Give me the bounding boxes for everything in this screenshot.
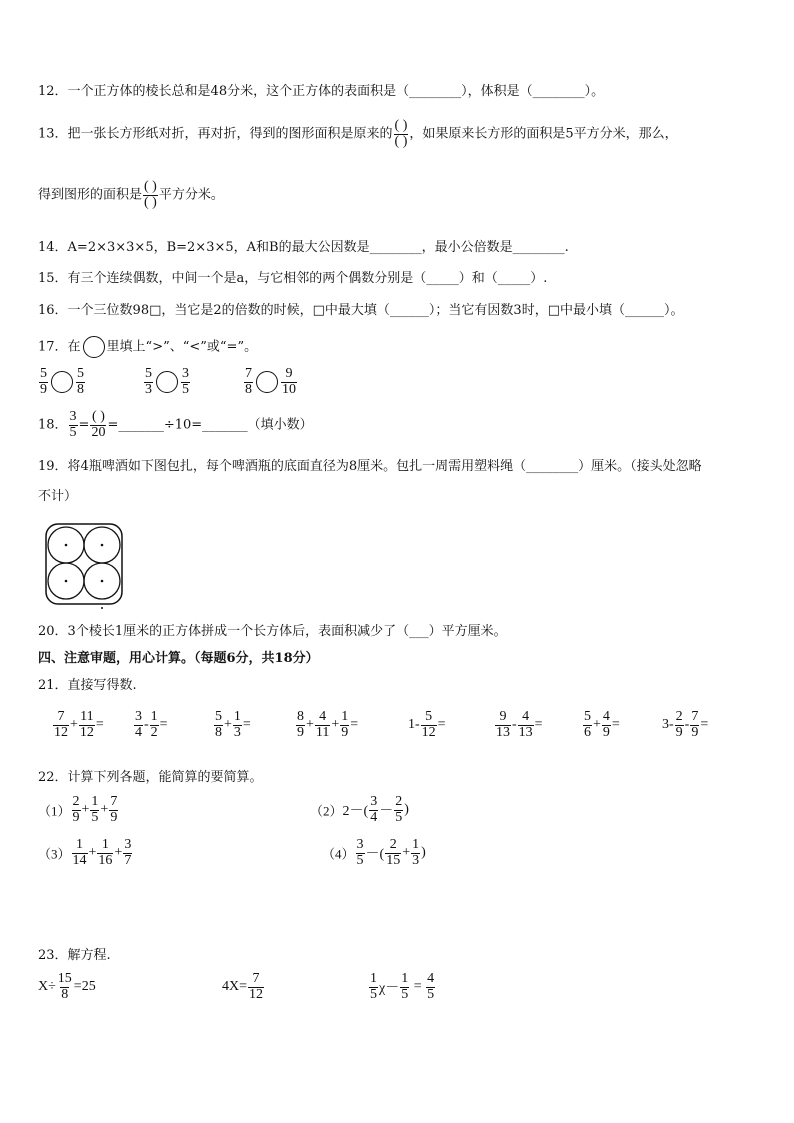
- q23-title: 23．解方程.: [38, 948, 111, 963]
- calc-item: [322, 838, 426, 868]
- operator: =: [159, 717, 168, 733]
- q13-line2: 得到图形的面积是 ( ) ( ) 平方分米。: [38, 179, 224, 210]
- calc-item: [38, 838, 133, 868]
- mental-calc-item: [52, 710, 104, 740]
- calc-item: [38, 795, 119, 825]
- center-dot: [65, 544, 68, 547]
- equation-item: [368, 972, 436, 1002]
- operator: =: [410, 979, 426, 995]
- fraction: $\frac{5}{12}$: [421, 709, 436, 740]
- fraction: $\frac{9}{13}$: [496, 709, 510, 740]
- circle-blank-icon: [83, 336, 105, 358]
- fraction: $\frac{2}{15}$: [386, 837, 401, 868]
- equation-item: [38, 972, 96, 1002]
- fraction: $\frac{5}{8}$: [215, 709, 222, 740]
- fraction: $\frac{1}{2}$: [150, 709, 158, 740]
- fraction: $\frac{1}{5}$: [370, 971, 377, 1002]
- item-label: （1）: [38, 803, 71, 819]
- fraction: $\frac{3}{4}$: [135, 709, 142, 740]
- q17-instruction: 17．在 里填上“>”、“<”或“=”。: [38, 336, 257, 358]
- operator: ): [404, 802, 409, 818]
- operator: X÷: [38, 979, 56, 995]
- item-label: （3）: [38, 846, 71, 862]
- operator: +: [331, 717, 340, 733]
- operator: +: [70, 717, 78, 733]
- mental-calc-item: [133, 710, 168, 740]
- comparison-item: [38, 367, 86, 397]
- operator: +: [88, 845, 97, 861]
- operator: =: [700, 717, 709, 733]
- operator: -: [684, 717, 690, 733]
- operator: -: [512, 717, 517, 733]
- operator: +: [593, 717, 601, 733]
- equation-item: [222, 972, 265, 1002]
- fraction-blank: ( ) ( ): [394, 118, 408, 149]
- center-dot: [101, 580, 104, 583]
- fraction: $\frac{11}{12}$: [79, 709, 94, 740]
- mental-calc-item: [494, 710, 543, 740]
- mental-calc-item: [408, 710, 446, 740]
- mental-calc-item: [582, 710, 620, 740]
- fraction: $\frac{15}{8}$: [57, 971, 72, 1002]
- center-dot: [65, 580, 68, 583]
- fraction: $\frac{8}{9}$: [297, 709, 304, 740]
- fraction: $\frac{1}{14}$: [72, 837, 87, 868]
- circle-blank-icon[interactable]: [156, 371, 178, 393]
- operator: 3-: [662, 717, 674, 733]
- fraction: $\frac{3}{7}$: [124, 837, 132, 868]
- fraction: $\frac{5}{9}$: [40, 366, 47, 397]
- operator: +: [224, 717, 232, 733]
- fraction-blank: ( ) 20: [91, 409, 106, 440]
- circle-blank-icon[interactable]: [256, 371, 278, 393]
- operator: 4X=: [222, 979, 248, 995]
- mental-calc-item: [662, 710, 708, 740]
- rope-outline: [46, 524, 122, 604]
- q22-title: 22．计算下列各题，能简算的要简算。: [38, 770, 263, 785]
- operator: －: [379, 804, 394, 820]
- item-label: （2）: [310, 803, 343, 819]
- fraction: $\frac{3}{5}$: [356, 837, 364, 868]
- fraction: $\frac{1}{16}$: [98, 837, 113, 868]
- q18: 18． $\frac{3}{5}$ = ( ) 20 =_______÷10=_______（填小数）: [38, 409, 313, 440]
- fraction: $\frac{1}{3}$: [233, 709, 241, 740]
- operator: =: [611, 717, 620, 733]
- operator: =25: [73, 979, 96, 995]
- fraction: $\frac{4}{5}$: [427, 971, 435, 1002]
- fraction: $\frac{1}{3}$: [412, 837, 420, 868]
- operator: +: [100, 802, 109, 818]
- q14: 14．A=2×3×3×5，B=2×3×5，A和B的最大公因数是________，最小公倍数是________.: [38, 240, 569, 255]
- fraction: $\frac{1}{5}$: [401, 971, 409, 1002]
- circle-blank-icon[interactable]: [51, 371, 73, 393]
- fraction: $\frac{4}{11}$: [315, 709, 330, 740]
- fraction: $\frac{5}{3}$: [145, 366, 152, 397]
- q19-line2: 不计）: [38, 489, 78, 504]
- operator: +: [114, 845, 123, 861]
- comparison-item: [143, 367, 191, 397]
- q15: 15．有三个连续偶数，中间一个是a，与它相邻的两个偶数分别是（_____）和（_____）.: [38, 271, 548, 286]
- fraction: $\frac{7}{9}$: [691, 709, 699, 740]
- operator: =: [95, 717, 104, 733]
- q19-line1: 19．将4瓶啤酒如下图包扎，每个啤酒瓶的底面直径为8厘米。包扎一周需用塑料绳（________）厘米。（接头处忽略: [38, 459, 702, 474]
- bottles-diagram: [44, 522, 128, 610]
- mental-calc-item: [213, 710, 251, 740]
- item-label: （4）: [322, 846, 355, 862]
- fraction: $\frac{4}{13}$: [518, 709, 533, 740]
- fraction-blank: ( ) ( ): [144, 179, 157, 210]
- operator: 1-: [408, 717, 420, 733]
- operator: =: [350, 717, 359, 733]
- fraction: $\frac{3}{5}$: [182, 366, 189, 397]
- section-heading: 四、注意审题，用心计算。（每题6分，共18分）: [38, 651, 319, 666]
- fraction: $\frac{1}{5}$: [91, 794, 99, 825]
- fraction: $\frac{2}{9}$: [675, 709, 683, 740]
- fraction: $\frac{7}{8}$: [245, 366, 252, 397]
- mental-calc-item: [295, 710, 358, 740]
- fraction: $\frac{7}{12}$: [54, 709, 68, 740]
- fraction: $\frac{1}{9}$: [341, 709, 349, 740]
- operator: ): [421, 845, 426, 861]
- fraction: $\frac{5}{6}$: [584, 709, 591, 740]
- operator: 2－(: [342, 804, 369, 820]
- q16: 16．一个三位数98□，当它是2的倍数的时候，□中最大填（______）；当它有因数3时，□中最小填（______）。: [38, 303, 684, 318]
- operator: =: [437, 717, 446, 733]
- fraction: $\frac{2}{9}$: [72, 794, 80, 825]
- fraction: $\frac{5}{8}$: [77, 366, 84, 397]
- operator: χ－: [379, 981, 400, 997]
- q12: 12．一个正方体的棱长总和是48分米，这个正方体的表面积是（________），体积是（________）。: [38, 84, 605, 99]
- center-dot: [101, 544, 104, 547]
- comparison-item: [243, 367, 298, 397]
- calc-item: [310, 795, 409, 825]
- q13-line1: 13．把一张长方形纸对折，再对折，得到的图形面积是原来的 ( ) ( ) ，如果原来长方形的面积是5平方分米，那么，: [38, 118, 678, 149]
- operator: +: [402, 845, 411, 861]
- operator: +: [306, 717, 314, 733]
- q20: 20．3个棱长1厘米的正方体拼成一个长方体后，表面积减少了（___）平方厘米。: [38, 624, 507, 639]
- fraction: $\frac{4}{9}$: [602, 709, 610, 740]
- fraction: $\frac{9}{10}$: [282, 366, 296, 397]
- operator: -: [144, 717, 149, 733]
- operator: =: [534, 717, 543, 733]
- operator: －(: [365, 847, 385, 863]
- operator: +: [81, 802, 90, 818]
- fraction: $\frac{2}{5}$: [395, 794, 403, 825]
- fraction: $\frac{7}{9}$: [110, 794, 118, 825]
- operator: =: [242, 717, 251, 733]
- q21-title: 21．直接写得数.: [38, 678, 137, 693]
- fraction: $\frac{3}{4}$: [370, 794, 378, 825]
- fraction: $\frac{7}{12}$: [249, 971, 264, 1002]
- fraction: $\frac{3}{5}$: [69, 409, 77, 440]
